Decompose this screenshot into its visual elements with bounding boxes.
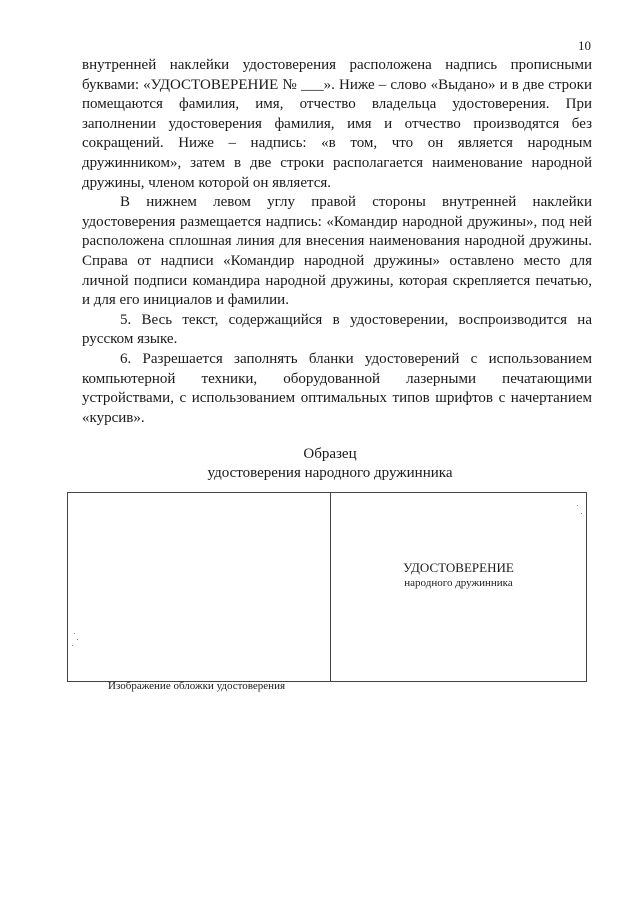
sample-subtitle: удостоверения народного дружинника [207, 465, 453, 481]
paragraph-commander-caption: В нижнем левом углу правой стороны внутренней наклейки удостоверения размещается надпись: «Командир народной дружины», под ней расположена сплошная линия для внесения наименования народной дружины. Справа от надписи «Командир народной дружины» оставлено место для личной подписи командира народной дружины, которая скрепляется печатью, и для его инициалов и фамилии. [82, 194, 592, 309]
scan-speck [74, 633, 75, 634]
paragraph-continuation: внутренней наклейки удостоверения расположена надпись прописными буквами: «УДОСТОВЕРЕНИЕ № ___». Ниже – слово «Выдано» и в две строки помещаются фамилия, имя, отчество владельца удостоверения. При заполнении удостоверения фамилия, имя и отчество производятся без сокращений. Ниже – надпись: «в том, что он является народным дружинником», затем в две строки располагается наименование народной дружины, членом которой он является. [82, 57, 592, 191]
page-number: 10 [578, 38, 591, 53]
cover-front-panel [330, 492, 587, 682]
paragraph-item-6: 6. Разрешается заполнять бланки удостоверений с использованием компьютерной техники, оборудованной лазерными печатающими устройствами, с использованием оптимальных типов шрифтов с начертанием «курсив». [82, 350, 592, 426]
cover-title: УДОСТОВЕРЕНИЕ [403, 560, 514, 575]
scan-speck [581, 513, 582, 514]
document-body [82, 56, 592, 428]
scan-speck [72, 645, 73, 646]
scan-speck [577, 505, 578, 506]
paragraph-item-5: 5. Весь текст, содержащийся в удостоверении, воспроизводится на русском языке. [82, 311, 592, 348]
sample-title: Образец [303, 446, 357, 462]
cover-back-panel [67, 492, 331, 682]
cover-subtitle: народного дружинника [404, 577, 513, 589]
scan-speck [77, 639, 78, 640]
cover-caption: Изображение обложки удостоверения [108, 680, 286, 692]
